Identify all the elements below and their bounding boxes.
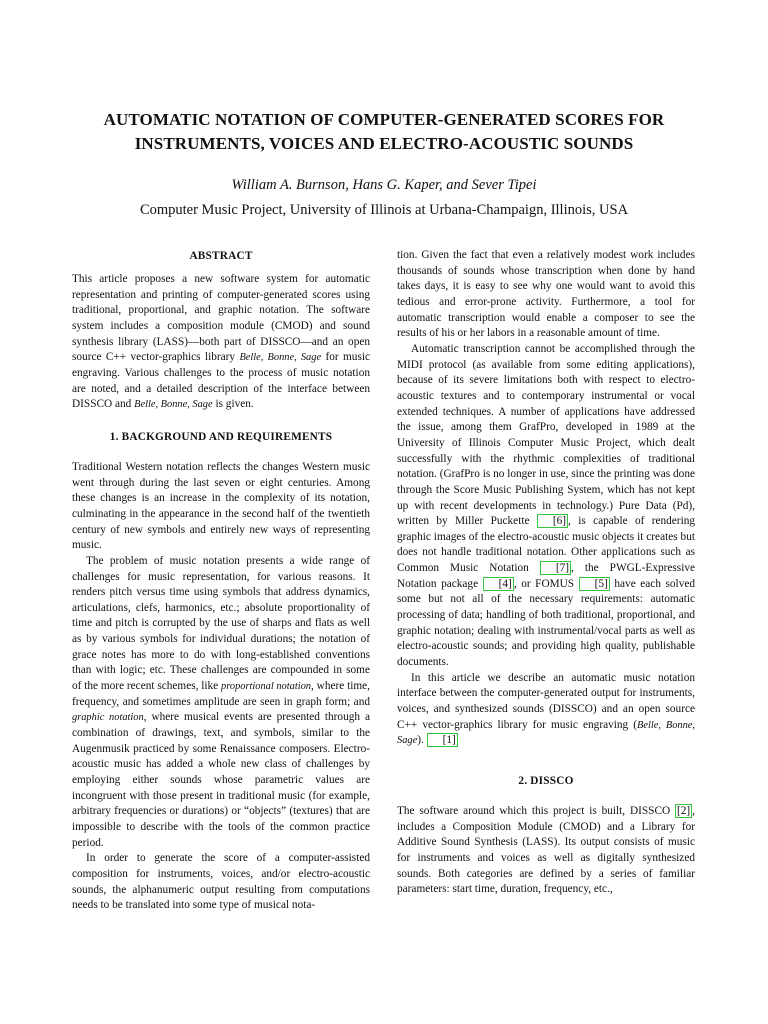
title-line-2: INSTRUMENTS, VOICES AND ELECTRO-ACOUSTIC SOUNDS [134,134,634,153]
citation-link-7[interactable]: [7] [540,561,571,575]
right-paragraph-3: In this article we describe an automatic music notation interface between the computer-generated output for instruments, voices, and synthesized sounds (DISSCO) and an open source C++ vector-graphics library for music engraving (Belle, Bonne, Sage). [1] [397,671,695,747]
section-1-paragraph-1: Traditional Western notation reflects the changes Western music went through during the last seven or eight centuries. Among these changes is an increase in the complexity of its notation, culminating in the appearance in the second half of the twentieth century of new symbols and entirely new ways of representing music. [72,460,370,552]
citation-link-2[interactable]: [2] [676,805,691,817]
right-paragraph-2: Automatic transcription cannot be accomplished through the MIDI protocol (as available from some editing applications), because of its severe limitations both with respect to electro-acoustic textures and to contemporary instrumental or vocal extended techniques. A number of applications have addressed the issue, among them GrafPro, developed in 1989 at the University of Illinois Computer Music Project, which dealt successfully with the rhythmic complexities of traditional notation. (GrafPro is no longer in use, since the printing was done through the Score Music Publishing System, which has not kept up with recent developments in technology.) Pure Data (Pd), written by Miller Puckette [6] , is capable of rendering graphic images of the electro-acoustic music objects it creates but does not handle traditional notation. Other applications such as Common Music Notation [7] , the PWGL-Expressive Notation package [4] , or FOMUS [5] have each solved some but not all of the necessary requirements: automatic processing of data; handling of both traditional, proportional, and graphic notation; dealing with instrumental/vocal parts as well as electro-acoustic sounds; and providing high quality, publishable documents. [397,342,696,669]
right-paragraph-1: tion. Given the fact that even a relatively modest work includes thousands of sounds whose transcription when done by hand takes days, it is easy to see why one would want to avoid this tedious and error-prone activity. Furthermore, a tool for automatic transcription would enable a composer to see the results of his or her labors in a reasonable amount of time. [397,249,695,340]
section-1-paragraph-2: The problem of music notation presents a wide range of challenges for music representation, for various reasons. It renders pitch versus time using symbols that address dynamics, articulations, clefs, harmonics, etc.; absolute proportionality of time and pitch is corrupted by the use of sharps and flats as well as by various symbols for individual durations; the notation of grace notes has more to do with long-established conventions than with logic; etc. These challenges are compounded in some of the more recent schemes, like proportional notation, where time, frequency, and sometimes amplitude are seen in graph form; and graphic notation, where musical events are presented through a combination of drawings, text, and symbols, similar to the Augenmusik practiced by some Renaissance composers. Electro-acoustic music has added a whole new class of challenges by employing either sounds whose parametric values are incongruent with those present in traditional music (for example, arbitrary frequencies or durations) or “objects” (textures) that are impossible to describe with the tools of the common practice period. [72,554,370,849]
section-1-heading: 1. BACKGROUND AND REQUIREMENTS [109,430,333,443]
citation-link-4[interactable]: [4] [483,577,514,591]
paper-title [60,108,708,156]
left-column [72,248,370,914]
citation-link-5[interactable]: [5] [579,577,610,591]
author-list: William A. Burnson, Hans G. Kaper, and Sever Tipei [231,177,537,193]
citation-link-1[interactable]: [1] [427,733,458,747]
affiliation: Computer Music Project, University of Illinois at Urbana-Champaign, Illinois, USA [139,202,629,218]
title-line-1: AUTOMATIC NOTATION OF COMPUTER-GENERATED SCORES FOR [103,110,665,129]
section-2-paragraph-1: The software around which this project is built, DISSCO [2] , includes a Composition Module (CMOD) and a Library for Additive Sound Synthesis (LASS). Its output consists of music for instruments and voices as well as digitally synthesized sounds. Both categories are defined by a series of familiar parameters: start time, duration, frequency, etc., [397,805,695,896]
right-column [397,248,695,898]
citation-link-6[interactable]: [6] [537,514,568,528]
abstract-text: This article proposes a new software system for automatic representation and printing of computer-generated scores using traditional, proportional, and graphic notation. The software system includes a composition module (CMOD) and sound synthesis library (LASS)—both part of DISSCO—and an open source C++ vector-graphics library Belle, Bonne, Sage for music engraving. Various challenges to the process of music notation are noted, and a detailed description of the interface between DISSCO and Belle, Bonne, Sage is given. [72,273,370,411]
section-1-paragraph-3: In order to generate the score of a computer-assisted composition for instruments, voices, and/or electro-acoustic sounds, the alphanumeric output resulting from computations needs to be translated into some type of musical nota- [72,852,370,912]
section-2-heading: 2. DISSCO [518,775,574,787]
abstract-heading: ABSTRACT [189,250,253,262]
